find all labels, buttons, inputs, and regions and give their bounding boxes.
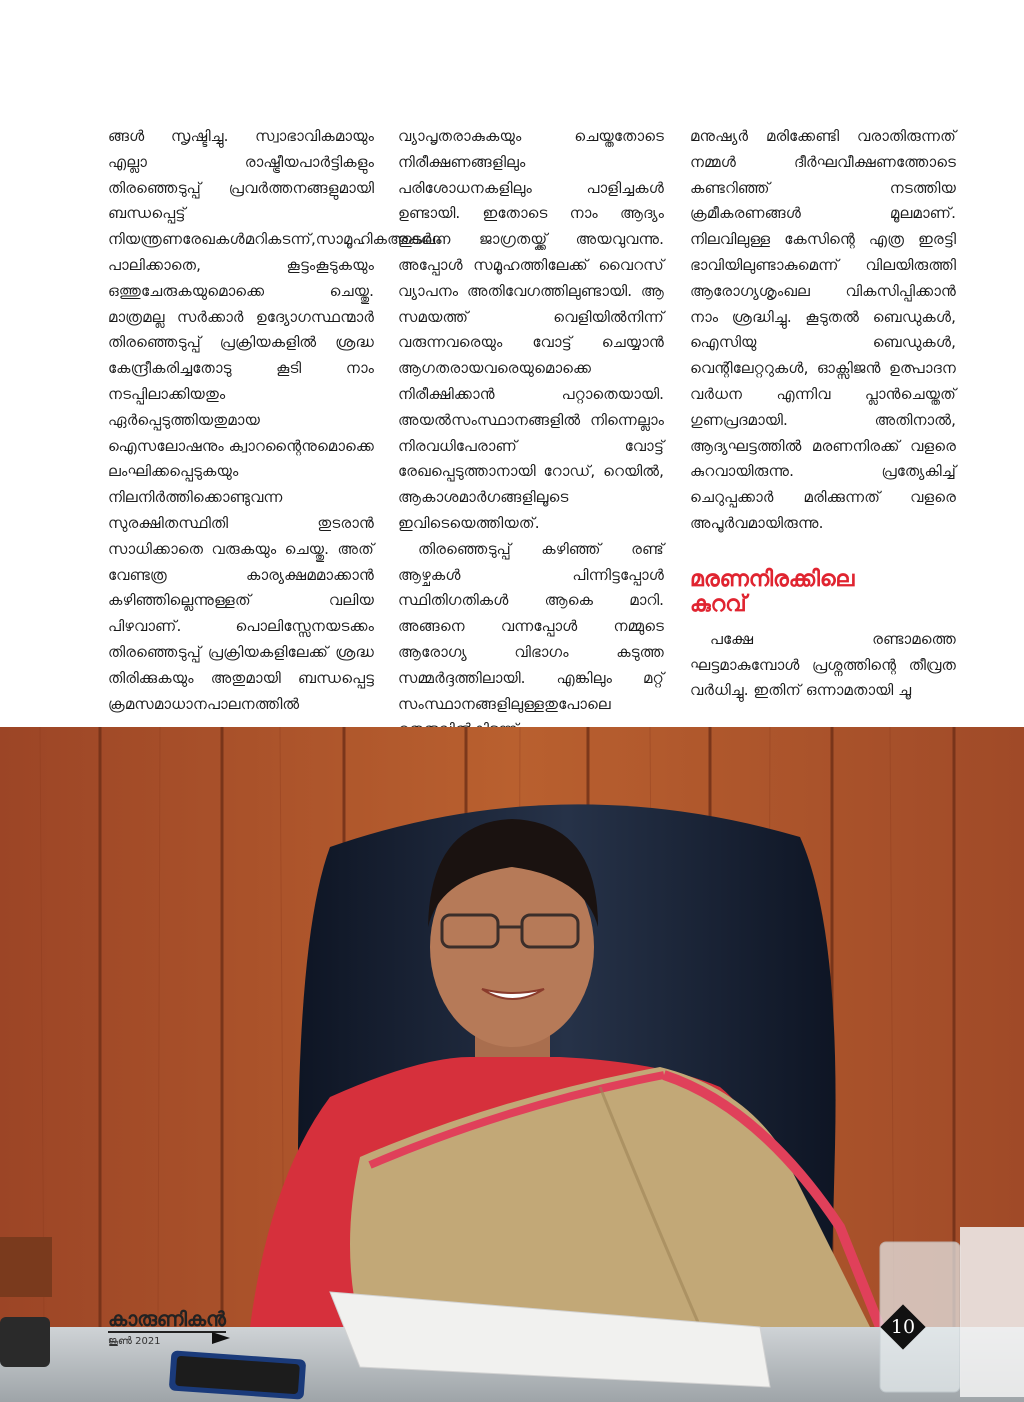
magazine-masthead	[108, 1308, 238, 1349]
paragraph: ങ്ങൾ സൃഷ്ടിച്ചു. സ്വാഭാവികമായും എല്ലാ രാഷ്ട്രീയപാർട്ടികളും തിരഞ്ഞെടുപ്പ് പ്രവർത്തനങ്ങളുമായി ബന്ധപ്പെട്ട് നിയന്ത്രണരേഖകൾമറികടന്ന്,സാമൂഹികഅകലം പാലിക്കാതെ, കൂട്ടംകൂടുകയും ഒത്തുചേരുകയുമൊക്കെ ചെയ്തു. മാത്രമല്ല സർക്കാർ ഉദ്യോഗസ്ഥന്മാർ തിരഞ്ഞെടുപ്പ് പ്രക്രിയകളിൽ ശ്രദ്ധ കേന്ദ്രീകരിച്ചതോടു കൂടി നാം നടപ്പിലാക്കിയതും ഏർപ്പെടുത്തിയതുമായ ഐസലോഷനും ക്വാറന്റൈനുമൊക്കെ ലംഘിക്കപ്പെടുകയും നിലനിർത്തിക്കൊണ്ടുവന്ന സുരക്ഷിതസ്ഥിതി തുടരാൻ സാധിക്കാതെ വരുകയും ചെയ്തു. അത് വേണ്ടത്ര കാര്യക്ഷമമാക്കാൻ കഴിഞ്ഞില്ലെന്നുള്ളത് വലിയ പിഴവാണ്. പൊലിസ്സേനയടക്കം തിരഞ്ഞെടുപ്പ് പ്രക്രിയകളിലേക്ക് ശ്രദ്ധ തിരിക്കുകയും അതുമായി ബന്ധപ്പെട്ട ക്രമസമാധാനപാലനത്തിൽ	[108, 127, 442, 713]
page-number-badge	[881, 1305, 925, 1349]
page-number: 10	[890, 1316, 916, 1338]
article-column-3	[690, 124, 956, 704]
subheading-line: കുറവ്	[690, 591, 747, 617]
paragraph: മനുഷ്യർ മരിക്കേണ്ടി വരാതിരുന്നത് നമ്മൾ ദീർഘവീക്ഷണത്തോടെ കണ്ടറിഞ്ഞ് നടത്തിയ ക്രമീകരണങ്ങൾ മൂലമാണ്. നിലവിലുള്ള കേസിന്റെ എത്ര ഇരട്ടി ഭാവിയിലുണ്ടാകുമെന്ന് വിലയിരുത്തി ആരോഗ്യശൃംഖല വികസിപ്പിക്കാൻ നാം ശ്രദ്ധിച്ചു. കൂടുതൽ ബെഡുകൾ, ഐസിയു ബെഡുകൾ, വെന്റിലേറ്ററുകൾ, ഓക്സിജൻ ഉത്പാദന വർധന എന്നിവ പ്ലാൻചെയ്തത് ഗുണപ്രദമായി. അതിനാൽ, ആദ്യഘട്ടത്തിൽ മരണനിരക്ക് വളരെ കുറവായിരുന്നു. പ്രത്യേകിച്ച് ചെറുപ്പക്കാർ മരിക്കുന്നത് വളരെ അപൂർവമായിരുന്നു.	[690, 127, 956, 532]
paragraph: തിരഞ്ഞെടുപ്പ് കഴിഞ്ഞ് രണ്ട് ആഴ്ചകൾ പിന്നിട്ടപ്പോൾ സ്ഥിതിഗതികൾ ആകെ മാറി. അങ്ങനെ വന്നപ്പോൾ നമ്മുടെ ആരോഗ്യ വിഭാഗം കടുത്ത സമ്മർദ്ദത്തിലായി. എങ്കിലും മറ്റ് സംസ്ഥാനങ്ങളിലുള്ളതുപോലെ	[398, 539, 664, 713]
paragraph: പക്ഷേ രണ്ടാമത്തെ ഘട്ടമാകുമ്പോൾ പ്രശ്നത്തിന്റെ തീവ്രത വർധിച്ചു. ഇതിന് ഒന്നാമതായി ചൂ	[690, 629, 956, 700]
masthead-arrow-icon	[212, 1332, 230, 1344]
section-subheading	[690, 567, 956, 617]
side-cabinet	[0, 1237, 52, 1297]
magazine-name: കാരുണികൻ	[108, 1307, 226, 1331]
portrait-photo	[0, 727, 1024, 1402]
article-column-1	[108, 124, 442, 717]
remote	[0, 1317, 50, 1367]
subheading-line: മരണനിരക്കിലെ	[690, 566, 855, 592]
issue-date: ജൂൺ 2021	[108, 1336, 161, 1347]
paragraph: വ്യാപൃതരാകുകയും ചെയ്തതോടെ നിരീക്ഷണങ്ങളിലും പരിശോധനകളിലും പാളിച്ചകൾ ഉണ്ടായി. ഇതോടെ നാം ആദ്യം തുടർന്ന ജാഗ്രതയ്ക്ക് അയവുവന്നു. അപ്പോൾ സമൂഹത്തിലേക്ക് വൈറസ് വ്യാപനം അതിവേഗത്തിലുണ്ടായി. ആ സമയത്ത് വെളിയിൽനിന്ന് വരുന്നവരെയും വോട്ട് ചെയ്യാൻ ആഗതരായവരെയുമൊക്കെ നിരീക്ഷിക്കാൻ പറ്റാതെയായി. അയൽസംസ്ഥാനങ്ങളിൽ നിന്നെല്ലാം നിരവധിപേരാണ് വോട്ട് രേഖപ്പെടുത്താനായി റോഡ്, റെയിൽ, ആകാശമാർഗങ്ങളിലൂടെ ഇവിടെയെത്തിയത്.	[398, 127, 664, 532]
article-column-2	[398, 124, 664, 743]
